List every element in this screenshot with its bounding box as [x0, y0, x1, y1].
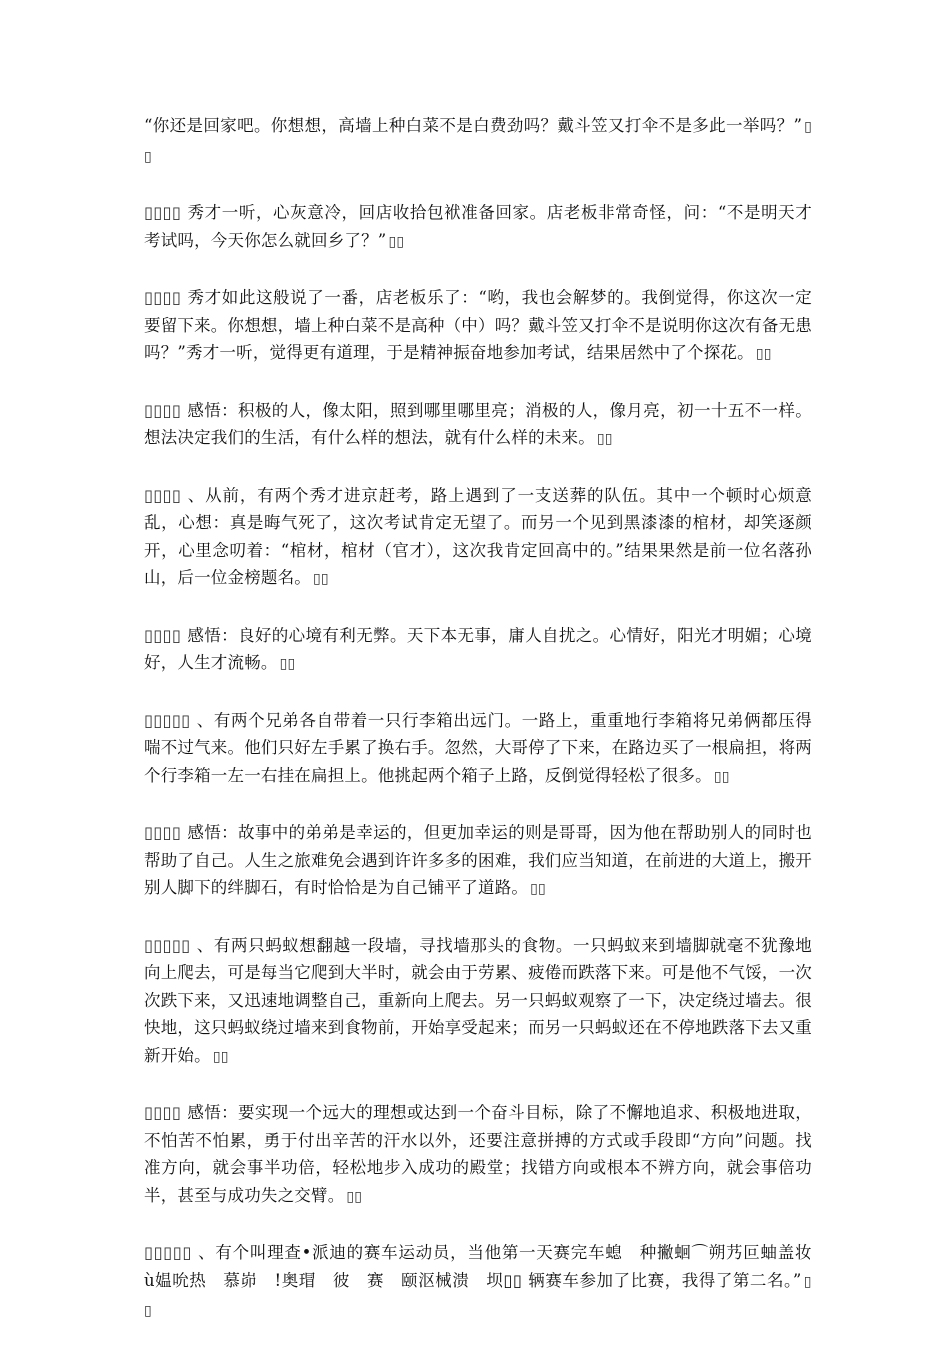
- paragraph-marker: ▯▯▯▯: [144, 1103, 182, 1122]
- paragraph-text: 、有两只蚂蚁想翻越一段墙，寻找墙那头的食物。一只蚂蚁来到墙脚就毫不犹豫地向上爬去，可是每当它爬到大半时，就会由于劳累、疲倦而跌落下来。可是他不气馁，一次次跌下来，又迅速地调整自己，重新向上爬去。另一只蚂蚁观察了一下，决定绕过墙去。很快地，这只蚂蚁绕过墙来到食物前，开始享受起来；而另一只蚂蚁还在不停地跌落下去又重新开始。: [144, 935, 812, 1065]
- paragraph-end-marker: ▯▯: [596, 431, 613, 447]
- paragraph-9: [144, 932, 812, 1072]
- paragraph-4: [144, 397, 812, 454]
- paragraph-text: 、有两个兄弟各自带着一只行李箱出远门。一路上，重重地行李箱将兄弟俩都压得喘不过气来。他们只好左手累了换右手。忽然，大哥停了下来，在路边买了一根扁担，将两个行李箱一左一右挂在扁担上。他挑起两个箱子上路，反倒觉得轻松了很多。: [144, 710, 812, 785]
- paragraph-text: 感悟：良好的心境有利无弊。天下本无事，庸人自扰之。心情好，阳光才明媚；心境好，人生才流畅。: [144, 625, 812, 672]
- paragraph-end-marker: ▯▯: [346, 1188, 363, 1205]
- paragraph-text: 、从前，有两个秀才进京赶考，路上遇到了一支送葬的队伍。其中一个顿时心烦意乱，心想：真是晦气死了，这次考试肯定无望了。而另一个见到黑漆漆的棺材，却笑逐颜开，心里念叨着：“棺材，棺材（官才），这次我肯定回高中的。”结果果然是前一位名落孙山，后一位金榜题名。: [144, 485, 812, 587]
- paragraph-7: [144, 707, 812, 792]
- paragraph-marker: ▯▯▯▯▯: [144, 935, 191, 955]
- paragraph-2: [144, 199, 812, 256]
- paragraph-11: [144, 1239, 812, 1326]
- paragraph-6: [144, 622, 812, 679]
- paragraph-end-marker: ▯▯: [313, 571, 329, 587]
- paragraph-end-marker: ▯▯: [755, 346, 772, 362]
- paragraph-marker: ▯▯▯▯▯: [144, 1243, 192, 1262]
- paragraph-5: [144, 482, 812, 594]
- paragraph-1: [144, 112, 812, 171]
- paragraph-end-marker: ▯▯: [388, 233, 405, 250]
- paragraph-marker: ▯▯▯▯: [144, 400, 182, 420]
- paragraph-marker: ▯▯▯▯: [144, 203, 182, 222]
- paragraph-3: [144, 284, 812, 369]
- paragraph-end-marker: ▯▯: [144, 119, 812, 165]
- paragraph-end-marker: ▯▯: [279, 656, 296, 672]
- paragraph-marker: ▯▯▯▯: [144, 625, 182, 645]
- paragraph-end-marker: ▯▯: [713, 768, 730, 785]
- paragraph-text: 感悟：要实现一个远大的理想或达到一个奋斗目标，除了不懈地追求、积极地进取，不怕苦不怕累，勇于付出辛苦的汗水以外，还要注意拼搏的方式或手段即“方向”问题。找准方向，就会事半功倍，轻松地步入成功的殿堂；找错方向或根本不辨方向，就会事倍功半，甚至与成功失之交臂。: [144, 1103, 812, 1205]
- paragraph-end-marker: ▯▯: [530, 881, 546, 897]
- paragraph-end-marker: ▯▯: [212, 1048, 229, 1065]
- paragraph-10: [144, 1099, 812, 1211]
- paragraph-text: 秀才一听，心灰意冷，回店收拾包袱准备回家。店老板非常奇怪，问：“不是明天才考试吗，今天你怎么就回乡了？”: [144, 203, 812, 250]
- paragraph-text: “你还是回家吧。你想想，高墙上种白菜不是白费劲吗？戴斗笠又打伞不是多此一举吗？”: [144, 116, 803, 135]
- paragraph-marker: ▯▯▯▯: [144, 485, 182, 505]
- document-page: [144, 112, 812, 1354]
- paragraph-marker: ▯▯▯▯: [144, 823, 182, 842]
- paragraph-marker: ▯▯▯▯▯: [144, 710, 191, 730]
- paragraph-text: 感悟：积极的人，像太阳，照到哪里哪里亮；消极的人，像月亮，初一十五不一样。想法决定我们的生活，有什么样的想法，就有什么样的未来。: [144, 400, 812, 447]
- paragraph-text: 、有个叫理查•派迪的赛车运动员，当他第一天赛完车螅 种撇蛔⌒朔艿叵蚰盖妆ù媪吮热 慕峁 !奥瑁 彼 赛 颐沤械溃 坝▯▯ 辆赛车参加了比赛，我得了第二名。”: [144, 1243, 812, 1290]
- paragraph-text: 秀才如此这般说了一番，店老板乐了：“哟，我也会解梦的。我倒觉得，你这次一定要留下来。你想想，墙上种白菜不是高种（中）吗？戴斗笠又打伞不是说明你这次有备无患吗？”秀才一听，觉得更有道理，于是精神振奋地参加考试，结果居然中了个探花。: [144, 288, 812, 362]
- paragraph-8: [144, 819, 812, 904]
- paragraph-end-marker: ▯▯: [144, 1273, 812, 1319]
- paragraph-marker: ▯▯▯▯: [144, 288, 182, 307]
- paragraph-text: 感悟：故事中的弟弟是幸运的，但更加幸运的则是哥哥，因为他在帮助别人的同时也帮助了自己。人生之旅难免会遇到许许多多的困难，我们应当知道，在前进的大道上，搬开别人脚下的绊脚石，有时恰恰是为自己铺平了道路。: [144, 823, 812, 897]
